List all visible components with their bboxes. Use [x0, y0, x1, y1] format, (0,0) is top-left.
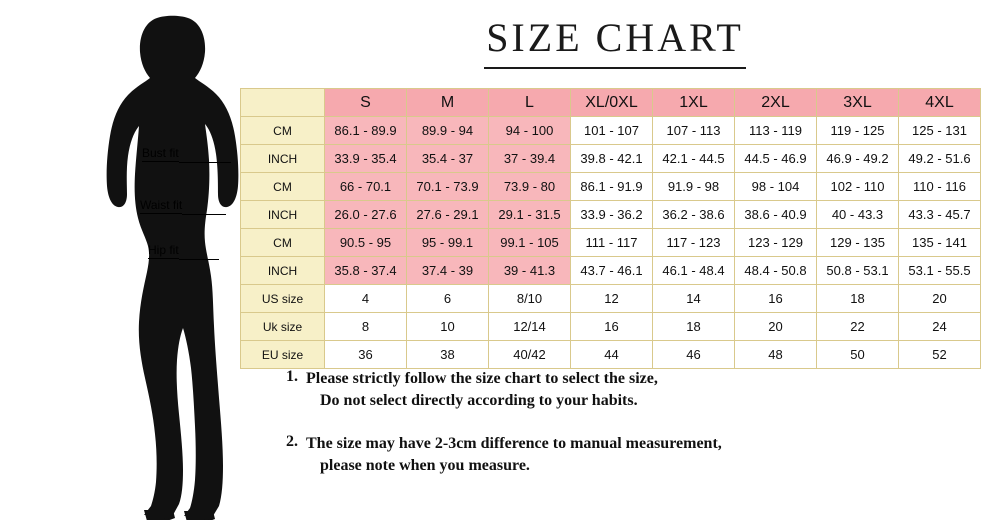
- header-size-4xl: 4XL: [899, 89, 981, 117]
- table-cell: 26.0 - 27.6: [325, 201, 407, 229]
- table-cell: 29.1 - 31.5: [489, 201, 571, 229]
- table-cell: 12/14: [489, 313, 571, 341]
- table-row: [241, 285, 981, 313]
- table-cell: 37.4 - 39: [407, 257, 489, 285]
- table-cell: 98 - 104: [735, 173, 817, 201]
- table-cell: 33.9 - 36.2: [571, 201, 653, 229]
- table-cell: 40/42: [489, 341, 571, 369]
- row-label: INCH: [241, 201, 325, 229]
- header-size-xl-0xl: XL/0XL: [571, 89, 653, 117]
- size-chart-table-wrapper: [240, 88, 980, 369]
- table-cell: 37 - 39.4: [489, 145, 571, 173]
- table-cell: 38.6 - 40.9: [735, 201, 817, 229]
- table-head: [241, 89, 981, 117]
- table-cell: 4: [325, 285, 407, 313]
- table-cell: 129 - 135: [817, 229, 899, 257]
- table-cell: 16: [735, 285, 817, 313]
- table-cell: 24: [899, 313, 981, 341]
- table-cell: 113 - 119: [735, 117, 817, 145]
- note-number: 2.: [286, 433, 298, 451]
- table-cell: 18: [653, 313, 735, 341]
- callout-hip-label: Hip fit: [148, 243, 179, 257]
- note-number: 1.: [286, 368, 298, 385]
- note-line-1: The size may have 2-3cm difference to manual measurement,: [306, 435, 722, 453]
- table-cell: 53.1 - 55.5: [899, 257, 981, 285]
- callout-waist-leader-line: [182, 214, 226, 215]
- table-cell: 42.1 - 44.5: [653, 145, 735, 173]
- page-title-block: [250, 14, 980, 69]
- table-cell: 94 - 100: [489, 117, 571, 145]
- table-cell: 8/10: [489, 285, 571, 313]
- callout-bust-leader-line: [179, 162, 231, 163]
- table-cell: 46.9 - 49.2: [817, 145, 899, 173]
- table-cell: 35.8 - 37.4: [325, 257, 407, 285]
- note-line-1: Please strictly follow the size chart to select the size,: [306, 370, 658, 387]
- table-cell: 52: [899, 341, 981, 369]
- table-cell: 16: [571, 313, 653, 341]
- callout-hip: [148, 243, 179, 259]
- table-cell: 91.9 - 98: [653, 173, 735, 201]
- size-chart-table: [240, 88, 981, 369]
- note-item: [250, 433, 970, 476]
- row-label: CM: [241, 117, 325, 145]
- row-label: CM: [241, 229, 325, 257]
- table-cell: 102 - 110: [817, 173, 899, 201]
- table-cell: 40 - 43.3: [817, 201, 899, 229]
- table-cell: 18: [817, 285, 899, 313]
- header-size-m: M: [407, 89, 489, 117]
- table-row: [241, 201, 981, 229]
- table-cell: 66 - 70.1: [325, 173, 407, 201]
- table-row: [241, 313, 981, 341]
- table-row: [241, 257, 981, 285]
- table-cell: 99.1 - 105: [489, 229, 571, 257]
- table-cell: 36: [325, 341, 407, 369]
- table-cell: 89.9 - 94: [407, 117, 489, 145]
- table-cell: 39 - 41.3: [489, 257, 571, 285]
- table-row: [241, 117, 981, 145]
- table-cell: 44: [571, 341, 653, 369]
- table-cell: 125 - 131: [899, 117, 981, 145]
- table-cell: 135 - 141: [899, 229, 981, 257]
- header-size-2xl: 2XL: [735, 89, 817, 117]
- table-cell: 110 - 116: [899, 173, 981, 201]
- table-cell: 35.4 - 37: [407, 145, 489, 173]
- table-cell: 119 - 125: [817, 117, 899, 145]
- table-cell: 86.1 - 89.9: [325, 117, 407, 145]
- header-corner-cell: [241, 89, 325, 117]
- table-cell: 123 - 129: [735, 229, 817, 257]
- table-cell: 46.1 - 48.4: [653, 257, 735, 285]
- table-cell: 50.8 - 53.1: [817, 257, 899, 285]
- table-row: [241, 229, 981, 257]
- callout-waist: [140, 198, 182, 214]
- row-label: INCH: [241, 257, 325, 285]
- table-body: [241, 117, 981, 369]
- table-cell: 48: [735, 341, 817, 369]
- table-cell: 46: [653, 341, 735, 369]
- table-cell: 73.9 - 80: [489, 173, 571, 201]
- table-row: [241, 173, 981, 201]
- notes-section: [250, 368, 970, 490]
- table-cell: 49.2 - 51.6: [899, 145, 981, 173]
- table-cell: 117 - 123: [653, 229, 735, 257]
- table-cell: 8: [325, 313, 407, 341]
- row-label: INCH: [241, 145, 325, 173]
- table-cell: 20: [735, 313, 817, 341]
- table-cell: 14: [653, 285, 735, 313]
- header-size-1xl: 1XL: [653, 89, 735, 117]
- table-cell: 38: [407, 341, 489, 369]
- header-size-l: L: [489, 89, 571, 117]
- table-cell: 50: [817, 341, 899, 369]
- row-label: US size: [241, 285, 325, 313]
- table-cell: 6: [407, 285, 489, 313]
- table-cell: 39.8 - 42.1: [571, 145, 653, 173]
- callout-hip-leader-line: [179, 259, 219, 260]
- note-text: [306, 368, 658, 411]
- note-text: [306, 433, 722, 476]
- model-illustration: [0, 0, 250, 529]
- table-cell: 20: [899, 285, 981, 313]
- table-cell: 10: [407, 313, 489, 341]
- table-cell: 90.5 - 95: [325, 229, 407, 257]
- table-cell: 12: [571, 285, 653, 313]
- table-cell: 48.4 - 50.8: [735, 257, 817, 285]
- title-underline: [484, 67, 746, 69]
- table-cell: 43.3 - 45.7: [899, 201, 981, 229]
- table-cell: 70.1 - 73.9: [407, 173, 489, 201]
- note-line-2: Do not select directly according to your habits.: [320, 391, 638, 409]
- table-header-row: [241, 89, 981, 117]
- table-cell: 43.7 - 46.1: [571, 257, 653, 285]
- table-cell: 36.2 - 38.6: [653, 201, 735, 229]
- woman-silhouette-icon: [95, 10, 255, 520]
- note-item: [250, 368, 970, 411]
- callout-bust-label: Bust fit: [142, 146, 179, 160]
- row-label: Uk size: [241, 313, 325, 341]
- table-cell: 44.5 - 46.9: [735, 145, 817, 173]
- row-label: CM: [241, 173, 325, 201]
- header-size-3xl: 3XL: [817, 89, 899, 117]
- note-line-2: please note when you measure.: [320, 456, 530, 474]
- callout-bust: [142, 146, 179, 162]
- table-cell: 101 - 107: [571, 117, 653, 145]
- callout-waist-label: Waist fit: [140, 198, 183, 212]
- header-size-s: S: [325, 89, 407, 117]
- table-cell: 22: [817, 313, 899, 341]
- table-cell: 95 - 99.1: [407, 229, 489, 257]
- table-row: [241, 341, 981, 369]
- row-label: EU size: [241, 341, 325, 369]
- table-cell: 86.1 - 91.9: [571, 173, 653, 201]
- table-cell: 27.6 - 29.1: [407, 201, 489, 229]
- table-cell: 111 - 117: [571, 229, 653, 257]
- table-cell: 33.9 - 35.4: [325, 145, 407, 173]
- page-title: SIZE CHART: [486, 15, 744, 60]
- table-row: [241, 145, 981, 173]
- table-cell: 107 - 113: [653, 117, 735, 145]
